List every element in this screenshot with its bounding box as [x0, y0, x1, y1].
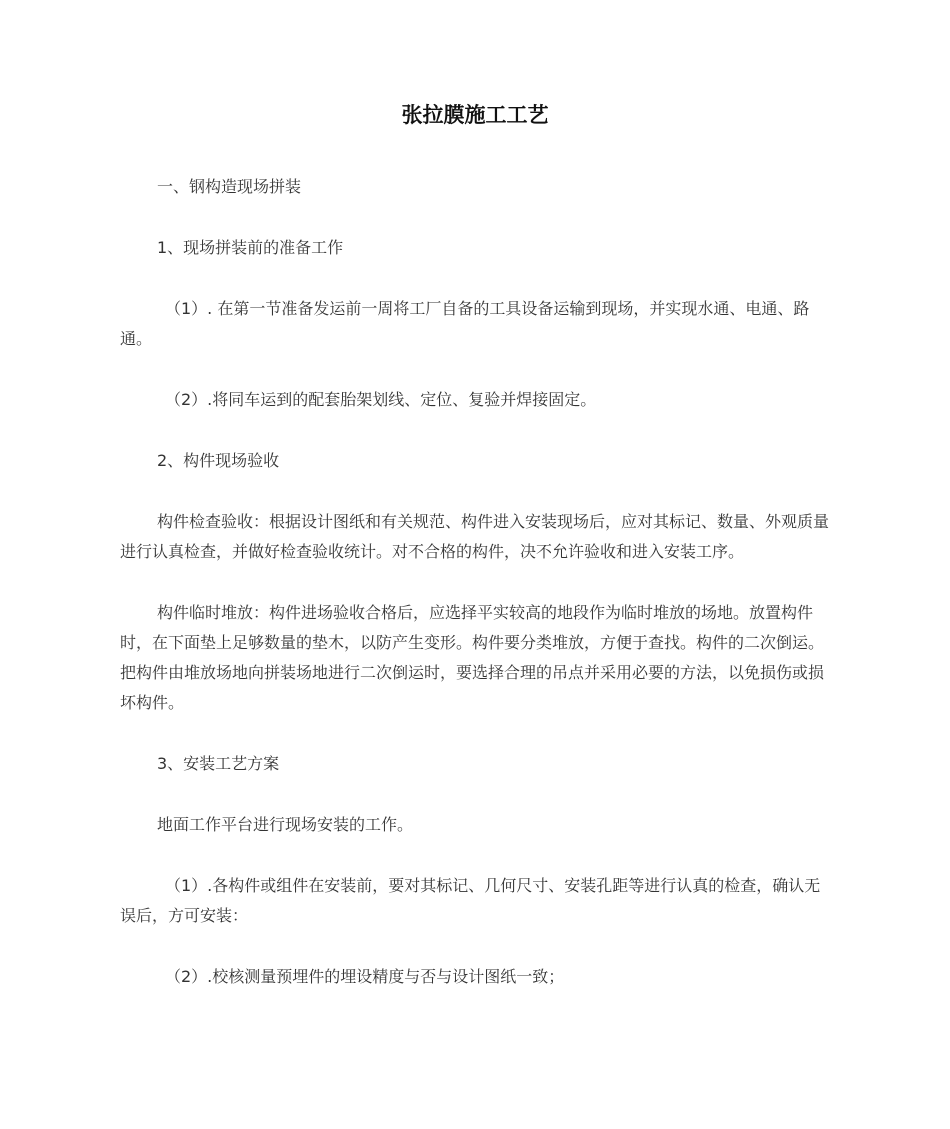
subsection-heading-1: 1、现场拼装前的准备工作: [157, 238, 344, 257]
subsection-heading-2: 2、构件现场验收: [157, 451, 280, 470]
paragraph-storage: 构件临时堆放：构件进场验收合格后，应选择平实较高的地段作为临时堆放的场地。放置构件时，在下面垫上足够数量的垫木，以防产生变形。构件要分类堆放，方便于查找。构件的二次倒运。把构件由堆放场地向拼装场地进行二次倒运时，要选择合理的吊点并采用必要的方法，以免损伤或损坏构件。: [120, 603, 825, 712]
list-item-1-1: （1）. 在第一节准备发运前一周将工厂自备的工具设备运输到现场，并实现水通、电通、路通。: [120, 299, 810, 348]
section-heading-1: 一、钢构造现场拼装: [157, 177, 302, 196]
list-item-3-1: （1）.各构件或组件在安装前，要对其标记、几何尺寸、安装孔距等进行认真的检查，确认无误后，方可安装：: [120, 876, 821, 925]
paragraph-inspection: 构件检查验收：根据设计图纸和有关规范、构件进入安装现场后，应对其标记、数量、外观质量进行认真检查，并做好检查验收统计。对不合格的构件，决不允许验收和进入安装工序。: [120, 512, 830, 561]
subsection-heading-3: 3、安装工艺方案: [157, 754, 280, 773]
list-item-3-2: （2）.校核测量预埋件的埋设精度与否与设计图纸一致；: [165, 967, 565, 986]
paragraph-platform: 地面工作平台进行现场安装的工作。: [157, 815, 414, 834]
list-item-1-2: （2）.将同车运到的配套胎架划线、定位、复验并焊接固定。: [165, 390, 597, 409]
document-title: 张拉膜施工工艺: [401, 103, 549, 127]
